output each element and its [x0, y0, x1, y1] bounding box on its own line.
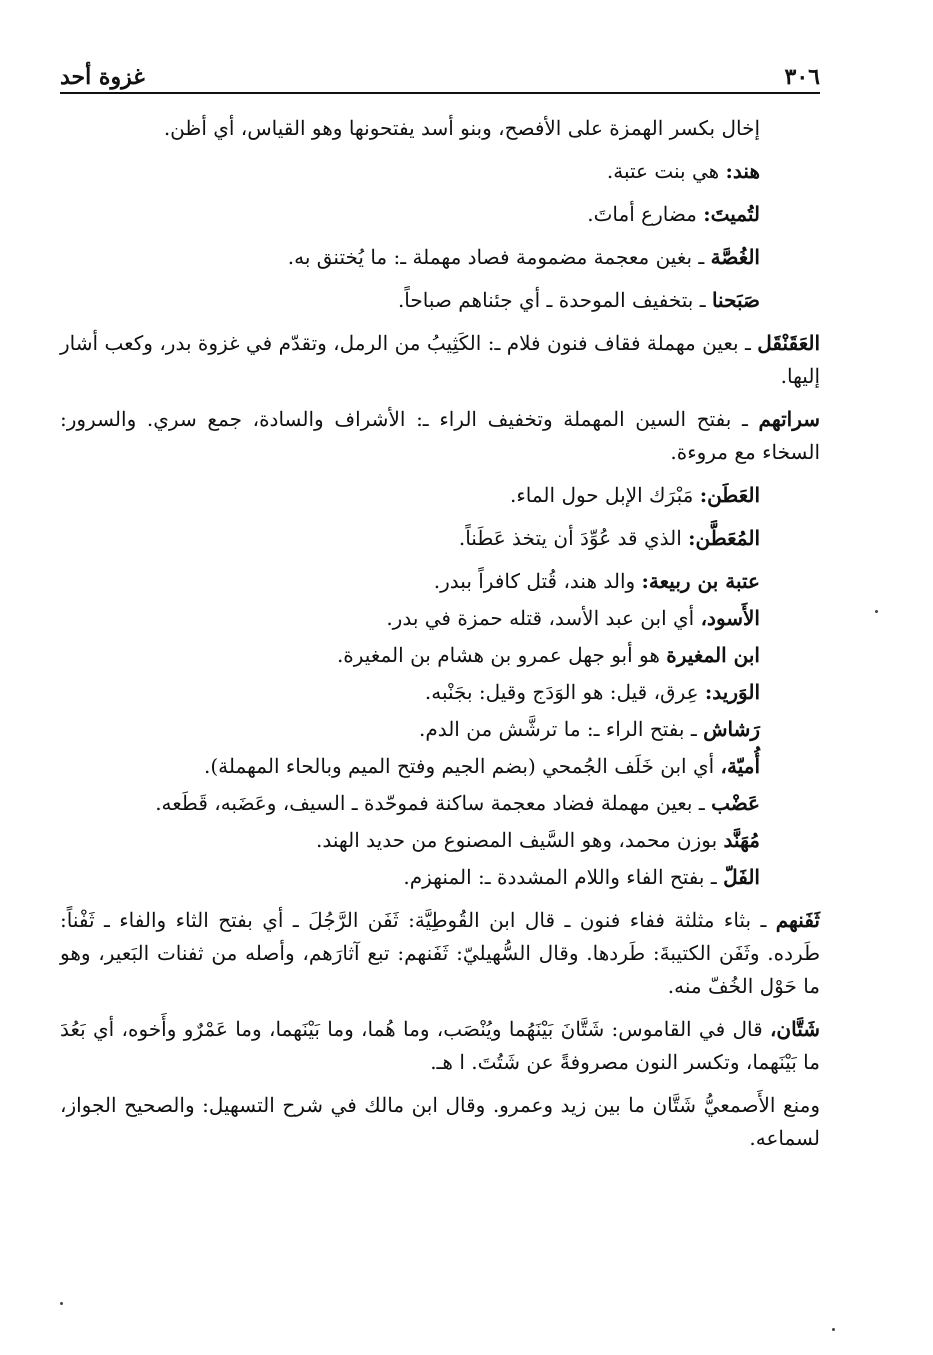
- entry-atan: العَطَن: مَبْرَك الإبل حول الماء.: [510, 483, 760, 507]
- book-page: [60, 42, 820, 1322]
- entry-ibn-mughira: ابن المغيرة هو أبو جهل عمرو بن هشام بن المغيرة.: [336, 643, 760, 667]
- entry-adb: عَضْب ـ بعين مهملة فضاد معجمة ساكنة فموحّدة ـ السيف، وعَضَبه، قَطَعه.: [155, 791, 760, 815]
- page-number: ٣٠٦: [784, 64, 820, 90]
- entry-umayya: أُميّة، أي ابن خَلَف الجُمحي (بضم الجيم وفتح الميم وبالحاء المهملة).: [204, 754, 760, 778]
- header-rule: [60, 92, 820, 94]
- entry-saratuhum: سراتهم ـ بفتح السين المهملة وتخفيف الراء ـ: الأشراف والسادة، جمع سري. والسرور: السخاء مع مروءة.: [60, 407, 820, 464]
- glossary-body: [60, 112, 820, 1165]
- scan-speck: [875, 610, 878, 613]
- entry-muhannad: مُهَنَّد بوزن محمد، وهو السَّيف المصنوع من حديد الهند.: [316, 828, 760, 852]
- entry-fall: الفَلّ ـ بفتح الفاء واللام المشددة ـ: المنهزم.: [403, 865, 760, 889]
- entry-shattana: شَتَّان، قال في القاموس: شَتَّانَ بَيْنَهُما ويُنْصَب، وما هُما، وما بَيْنَهما، وما عَمْرٌو وأَخوه، أي بَعُدَ ما بَيْنَهما، وتكسر النون مصروفةً عن شَتُتَ. ا هـ.: [60, 1017, 820, 1074]
- entry-muattan: المُعَطَّن: الذي قد عُوِّدَ أن يتخذ عَطَناً.: [458, 526, 760, 550]
- entry-aqanqal: العَقَنْقَل ـ بعين مهملة فقاف فنون فلام ـ: الكَثِيبُ من الرمل، وتقدّم في غزوة بدر، وكعب أشار إليها.: [60, 331, 820, 388]
- entry-aswad: الأَسود، أي ابن عبد الأسد، قتله حمزة في بدر.: [386, 606, 760, 630]
- entry-ghussa: الغُصَّة ـ بغين معجمة مضمومة فصاد مهملة ـ: ما يُختنق به.: [287, 245, 760, 269]
- entry-utba: عتبة بن ربيعة: والد هند، قُتل كافراً ببدر.: [433, 569, 760, 593]
- scan-speck: [832, 1328, 835, 1331]
- entry-sabahna: صَبَحنا ـ بتخفيف الموحدة ـ أي جئناهم صباحاً.: [397, 288, 760, 312]
- entry-hind: هند: هي بنت عتبة.: [606, 159, 760, 183]
- entry-ikhal: إخال بكسر الهمزة على الأفصح، وبنو أسد يفتحونها وهو القياس، أي أظن.: [163, 116, 760, 140]
- entry-asmai: ومنع الأَصمعيُّ شَتَّان ما بين زيد وعمرو. وقال ابن مالك في شرح التسهيل: والصحيح الجواز، لسماعه.: [60, 1093, 820, 1150]
- running-title: غزوة أحد: [60, 64, 145, 90]
- entry-rashash: رَشاش ـ بفتح الراء ـ: ما ترشَّش من الدم.: [418, 717, 760, 741]
- page-header: [60, 56, 820, 90]
- entry-warid: الوَريد: عِرق، قيل: هو الوَدَج وقيل: بجَنْبه.: [424, 680, 760, 704]
- scan-speck: [60, 1302, 63, 1305]
- entry-thafanahum: ثَفَنهم ـ بثاء مثلثة ففاء فنون ـ قال ابن القُوطِيَّة: ثَفَن الرَّجُلَ ـ أي بفتح الثاء والفاء ـ ثَفْناً: طَرده. وثَفَن الكتيبةَ: طَردها. وقال السُّهيليّ: ثَفَنهم: تبع آثارَهم، وأصله من ثفنات البَعير، وهو ما حَوْل الخُفّ منه.: [60, 908, 820, 998]
- entry-litumita: لتُميتَ: مضارع أماتَ.: [587, 202, 760, 226]
